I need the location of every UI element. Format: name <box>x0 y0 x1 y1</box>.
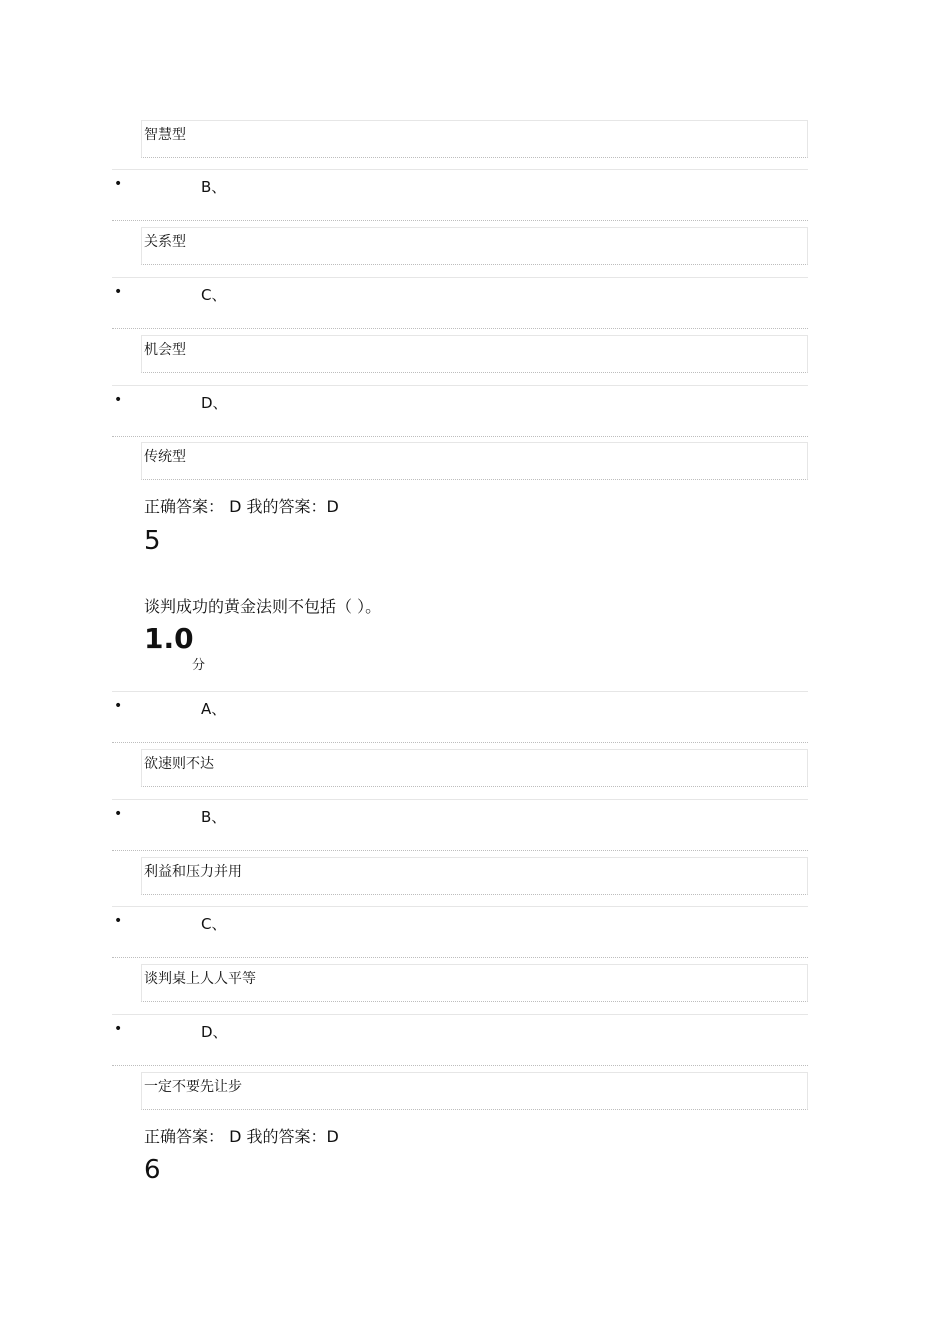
option-b-text-box <box>141 857 808 895</box>
option-c-row[interactable] <box>112 906 808 958</box>
option-c-row[interactable] <box>112 277 808 329</box>
option-c-letter: C、 <box>201 915 227 933</box>
option-b-row[interactable] <box>112 169 808 221</box>
option-c-text-box <box>141 335 808 373</box>
question-stem: 谈判成功的黄金法则不包括（ ）。 <box>144 597 382 616</box>
option-a-letter: A、 <box>201 700 227 718</box>
bullet-icon: • <box>114 284 123 300</box>
option-d-letter: D、 <box>201 394 228 412</box>
option-d-row[interactable] <box>112 1014 808 1066</box>
option-c-letter: C、 <box>201 286 227 304</box>
question-number: 5 <box>144 526 161 556</box>
question-score: 1.0 <box>144 622 194 655</box>
option-b-letter: B、 <box>201 178 227 196</box>
bullet-icon: • <box>114 392 123 408</box>
score-unit: 分 <box>192 658 206 673</box>
bullet-icon: • <box>114 698 123 714</box>
question-number: 6 <box>144 1155 161 1185</box>
option-d-row[interactable] <box>112 385 808 437</box>
option-d-text: 一定不要先让步 <box>144 1079 242 1095</box>
option-b-letter: B、 <box>201 808 227 826</box>
option-c-text-box <box>141 964 808 1002</box>
answer-line: 正确答案： D 我的答案：D <box>144 497 339 516</box>
bullet-icon: • <box>114 1021 123 1037</box>
option-c-text: 机会型 <box>144 342 186 358</box>
option-b-text: 关系型 <box>144 234 186 250</box>
option-a-text: 智慧型 <box>144 127 186 143</box>
option-a-text-box <box>141 120 808 158</box>
option-c-text: 谈判桌上人人平等 <box>144 971 256 987</box>
option-a-text-box <box>141 749 808 787</box>
option-b-text-box <box>141 227 808 265</box>
option-a-text: 欲速则不达 <box>144 756 214 772</box>
option-d-text-box <box>141 1072 808 1110</box>
option-b-row[interactable] <box>112 799 808 851</box>
bullet-icon: • <box>114 176 123 192</box>
answer-line: 正确答案： D 我的答案：D <box>144 1127 339 1146</box>
option-a-row[interactable] <box>112 691 808 743</box>
option-b-text: 利益和压力并用 <box>144 864 242 880</box>
option-d-text-box <box>141 442 808 480</box>
bullet-icon: • <box>114 806 123 822</box>
option-d-text: 传统型 <box>144 449 186 465</box>
option-d-letter: D、 <box>201 1023 228 1041</box>
bullet-icon: • <box>114 913 123 929</box>
